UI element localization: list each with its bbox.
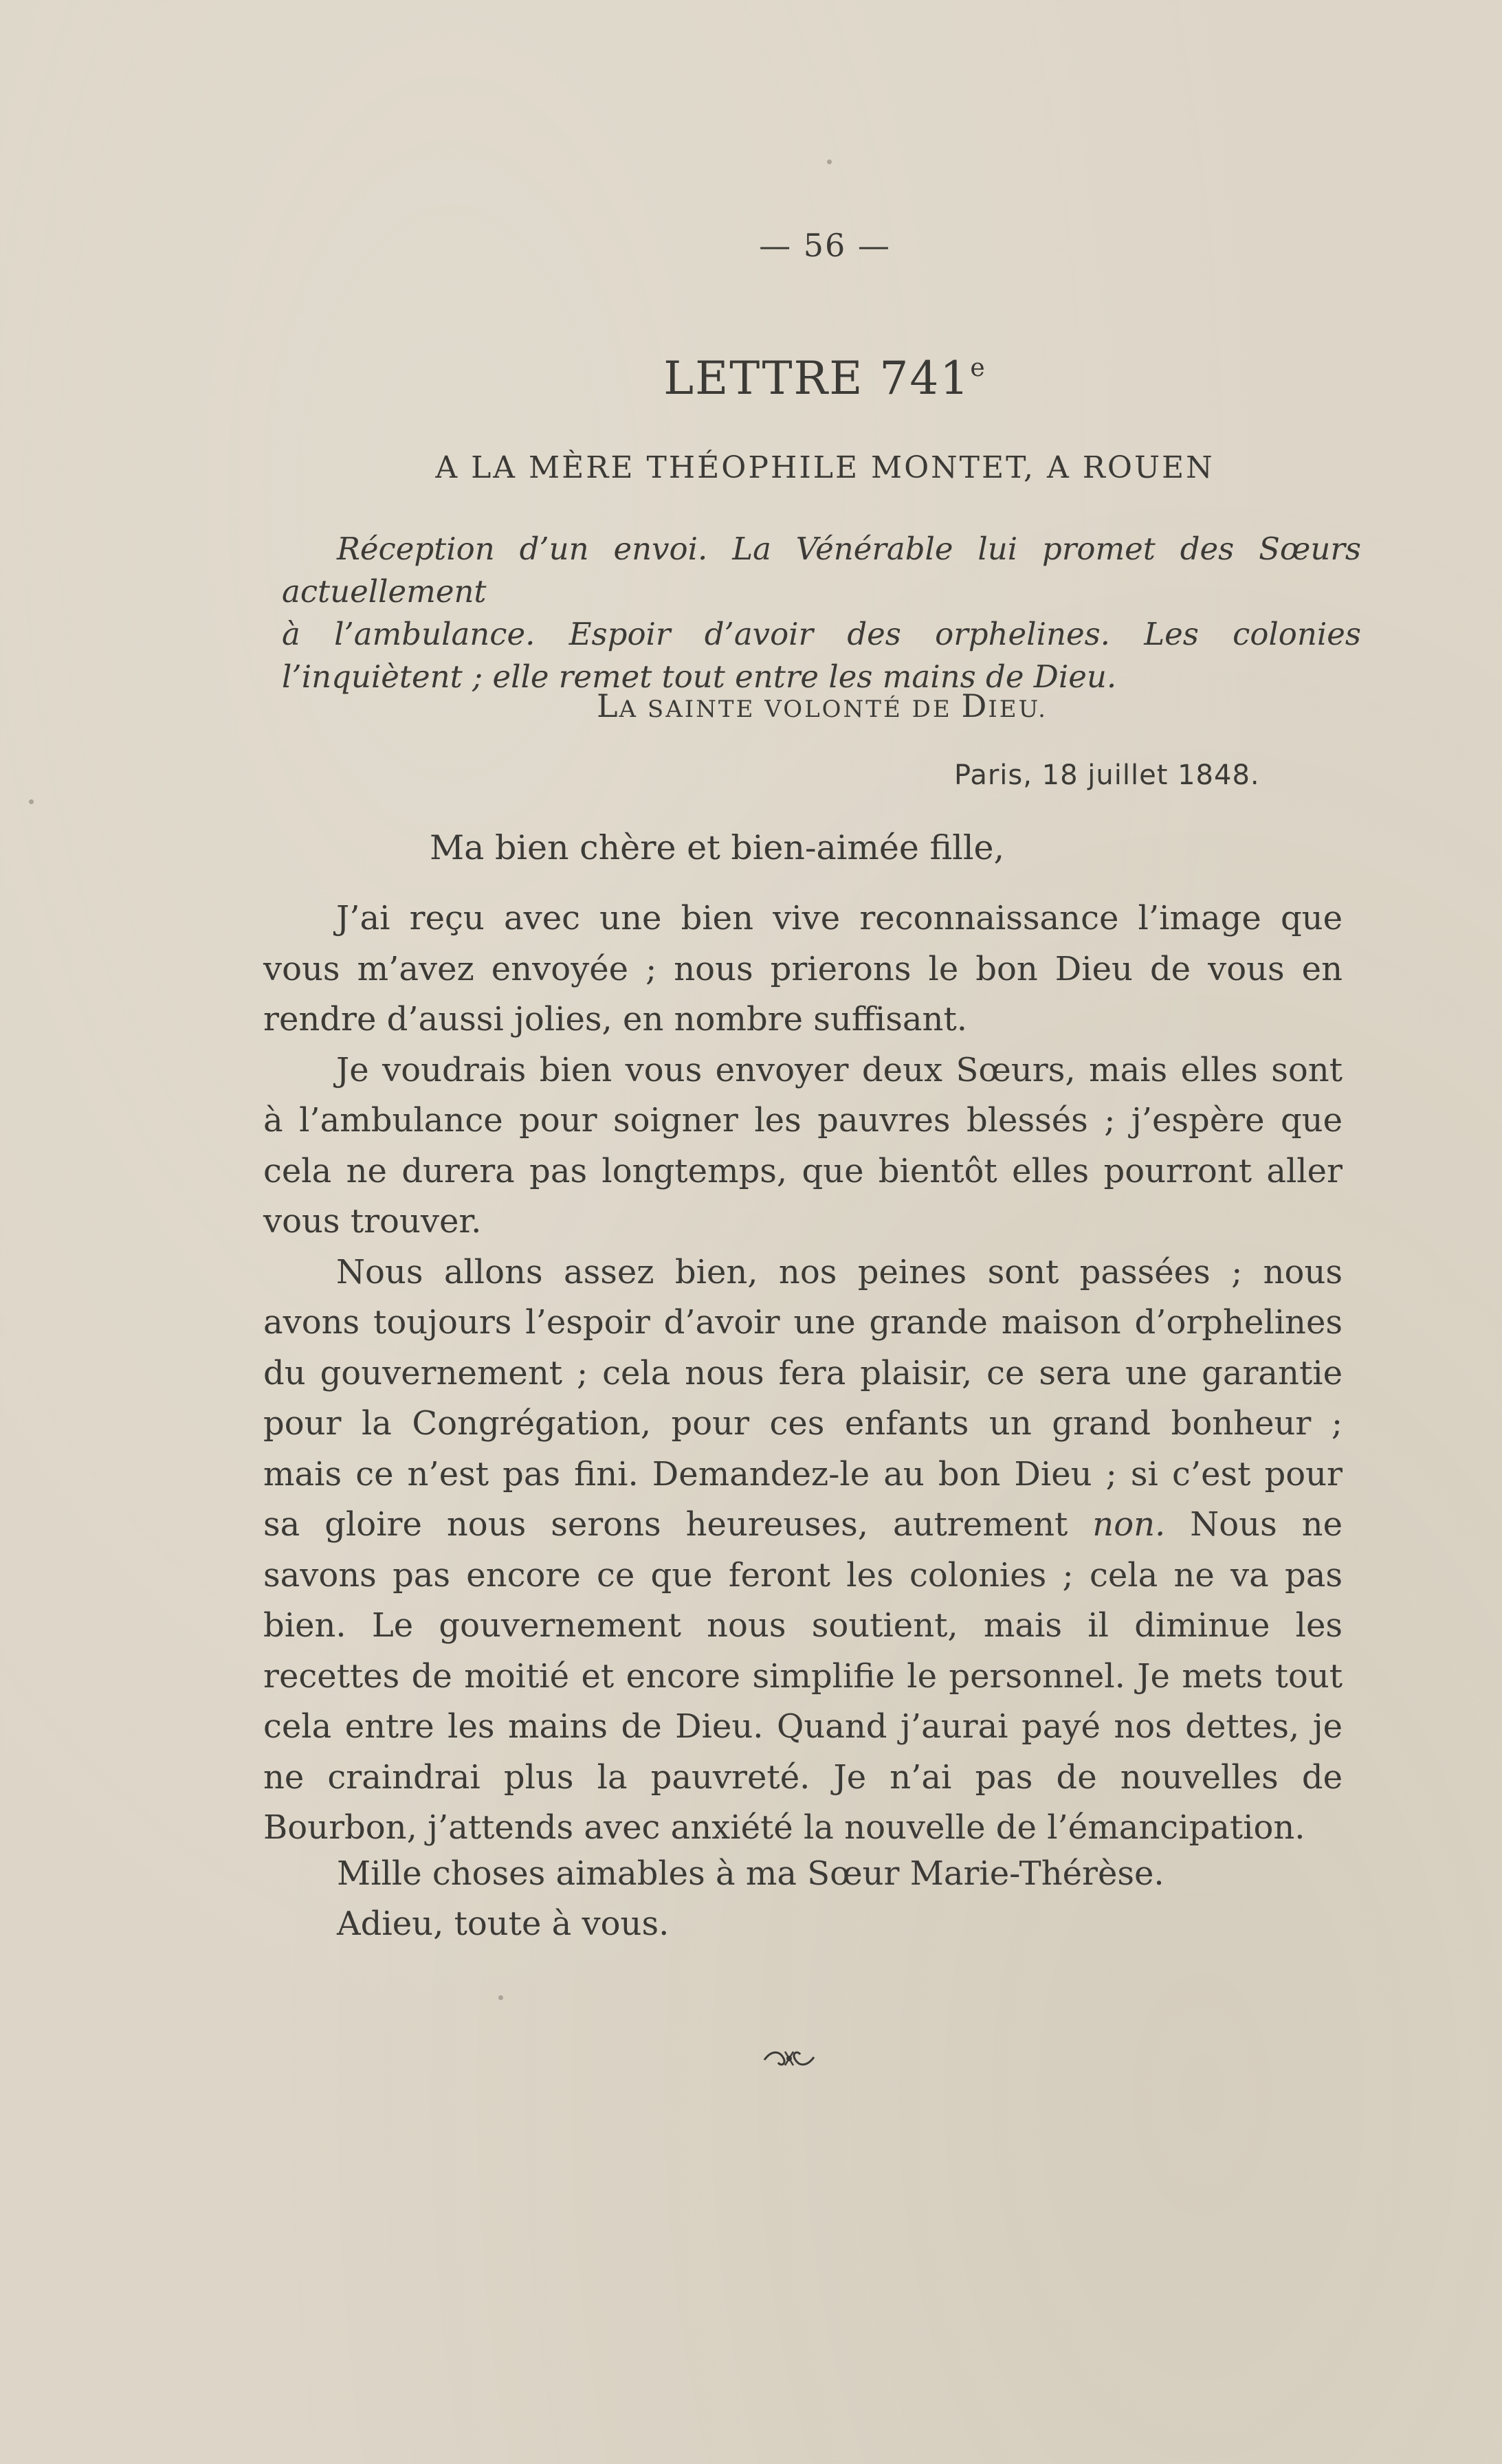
- place-date: Paris, 18 juillet 1848.: [954, 759, 1260, 791]
- fleuron-icon: [762, 2045, 817, 2072]
- letter-body: [263, 894, 1343, 1854]
- paragraph-3: [263, 1247, 1343, 1854]
- motto-small-2: IEU.: [988, 696, 1048, 723]
- letter-title-superscript: e: [970, 354, 986, 382]
- closing-line-1: Mille choses aimables à ma Sœur Marie-Thérèse.: [337, 1854, 1164, 1893]
- salutation: Ma bien chère et bien-aimée fille,: [430, 828, 1005, 867]
- paragraph-1: J’ai reçu avec une bien vive reconnaissance l’image que vous m’avez envoyée ; nous prierons le bon Dieu de vous en rendre d’aussi jolies, en nombre suffisant.: [263, 899, 1343, 1039]
- closing-line-2: Adieu, toute à vous.: [337, 1905, 670, 1943]
- letter-title-text: LETTRE 741: [663, 352, 971, 405]
- letter-recipient: A LA MÈRE THÉOPHILE MONTET, A ROUEN: [435, 450, 1215, 485]
- page-number: — 56 —: [759, 227, 891, 264]
- paragraph-2: Je voudrais bien vous envoyer deux Sœurs, mais elles sont à l’ambulance pour soigner les pauvres blessés ; j’espère que cela ne durera pas longtemps, que bientôt elles pourront aller vous trouver.: [263, 1050, 1343, 1241]
- motto-small-1: A SAINTE VOLONTÉ DE: [619, 696, 962, 723]
- paragraph-3-before: Nous allons assez bien, nos peines sont passées ; nous avons toujours l’espoir d’avoir une grande maison d’orphelines du gouvernement ; cela nous fera plaisir, ce sera une garantie pour la Congrégation, pour ces enfants un grand bonheur ; mais ce n’est pas fini. Demandez-le au bon Dieu ; si c’est pour sa gloire nous serons heureuses, autrement: [263, 1252, 1343, 1544]
- paper-speck: [29, 799, 34, 804]
- paper-speck: [827, 159, 832, 164]
- motto-cap-1: L: [597, 687, 619, 724]
- summary-line-3: elle remet tout entre les mains de Dieu.: [492, 658, 1117, 695]
- paper-speck: [498, 1995, 503, 2000]
- paragraph-3-after: Nous ne savons pas encore ce que feront les colonies ; cela ne va pas bien. Le gouvernement nous soutient, mais il diminue les recettes de moitié et encore simplifie le personnel. Je mets tout cela entre les mains de Dieu. Quand j’aurai payé nos dettes, je ne craindrai plus la pauvreté. Je n’ai pas de nouvelles de Bourbon, j’attends avec anxiété la nouvelle de l’émancipation.: [263, 1505, 1343, 1847]
- paragraph-3-emphasis: non.: [1092, 1505, 1166, 1544]
- summary-line-2: à l’ambulance. Espoir d’avoir des orphelines. Les colonies l’inquiètent ;: [282, 616, 1361, 695]
- letter-title: [0, 352, 1502, 405]
- letter-summary: [282, 528, 1361, 698]
- summary-line-1: Réception d’un envoi. La Vénérable lui promet des Sœurs actuellement: [282, 531, 1361, 610]
- motto-cap-2: D: [961, 687, 989, 724]
- motto-heading: [597, 687, 1048, 724]
